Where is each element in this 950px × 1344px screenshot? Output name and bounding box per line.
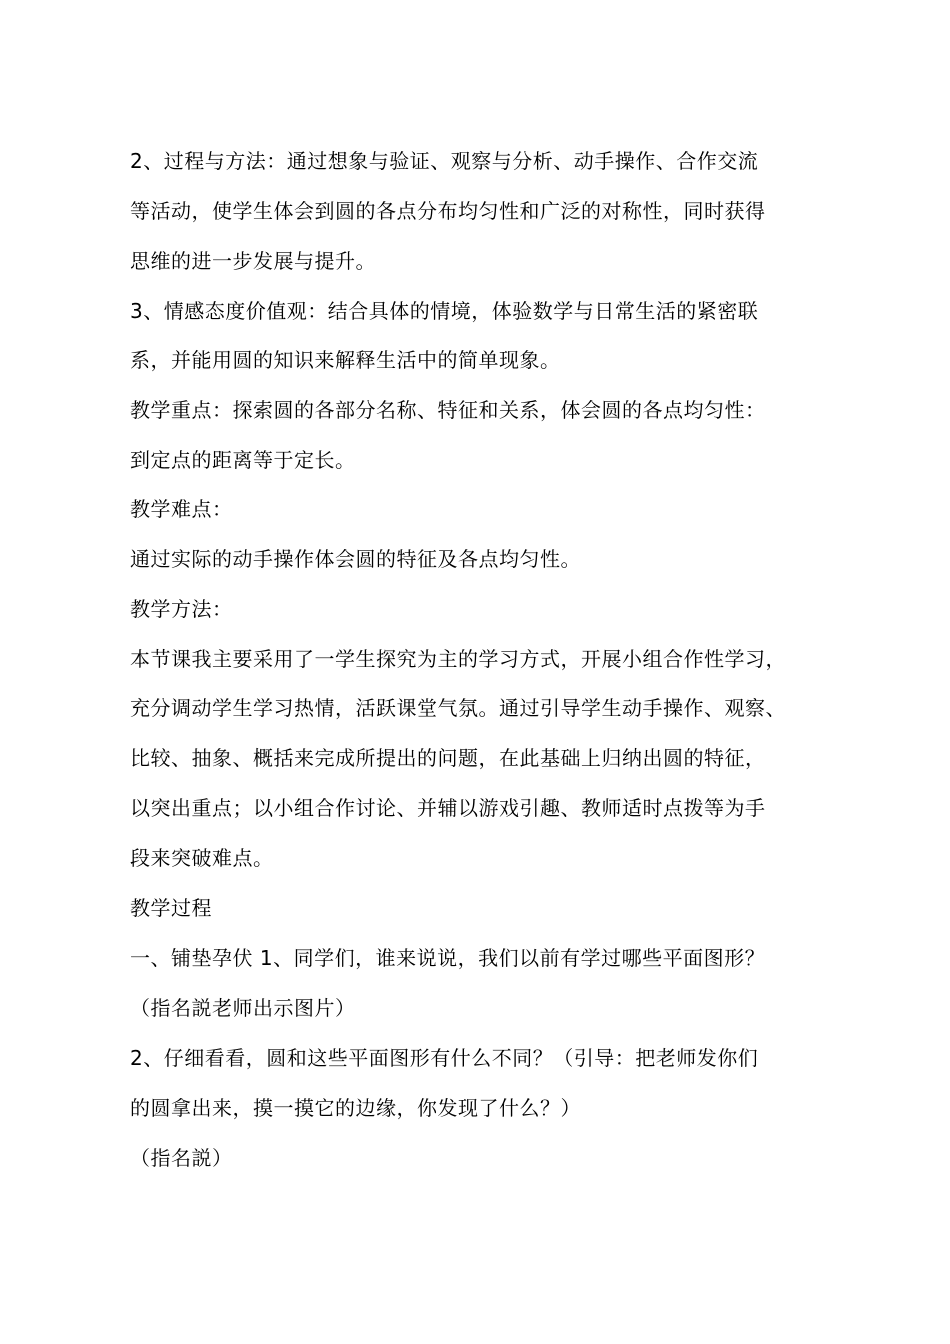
text-line: 比较、抽象、概括来完成所提出的问题，在此基础上归纳出圆的特征， xyxy=(130,746,766,770)
text-line: 思维的进一步发展与提升。 xyxy=(130,249,376,273)
section-heading: 教学难点： xyxy=(130,497,233,521)
text-line: 以突出重点；以小组合作讨论、并辅以游戏引趣、教师适时点拨等为手 xyxy=(130,796,766,820)
text-line: 到定点的距离等于定长。 xyxy=(130,448,356,472)
text-line: 系，并能用圆的知识来解释生活中的简单现象。 xyxy=(130,348,561,372)
text-line: 2、过程与方法：通过想象与验证、观察与分析、动手操作、合作交流 xyxy=(130,149,759,173)
text-line: 充分调动学生学习热情，活跃课堂气氛。通过引导学生动手操作、观察、 xyxy=(130,696,786,720)
section-heading: 教学方法： xyxy=(130,597,233,621)
section-heading: 教学过程 xyxy=(130,896,212,920)
text-line: 段来突破难点。 xyxy=(130,846,274,870)
text-line: 的圆拿出来，摸一摸它的边缘，你发现了什么？） xyxy=(130,1096,581,1120)
text-line: 2、仔细看看，圆和这些平面图形有什么不同？（引导：把老师发你们 xyxy=(130,1046,759,1070)
text-line: （指名説） xyxy=(130,1146,233,1170)
text-line: （指名説老师出示图片） xyxy=(130,996,356,1020)
text-line: 等活动，使学生体会到圆的各点分布均匀性和广泛的对称性，同时获得 xyxy=(130,199,766,223)
text-line: 一、铺垫孕伏 1、同学们，谁来说说，我们以前有学过哪些平面图形？ xyxy=(130,946,766,970)
text-line: 通过实际的动手操作体会圆的特征及各点均匀性。 xyxy=(130,547,581,571)
text-line: 3、情感态度价值观：结合具体的情境，体验数学与日常生活的紧密联 xyxy=(130,299,759,323)
text-line: 教学重点：探索圆的各部分名称、特征和关系，体会圆的各点均匀性： xyxy=(130,398,766,422)
text-line: 本节课我主要采用了一学生探究为主的学习方式，开展小组合作性学习， xyxy=(130,647,786,671)
